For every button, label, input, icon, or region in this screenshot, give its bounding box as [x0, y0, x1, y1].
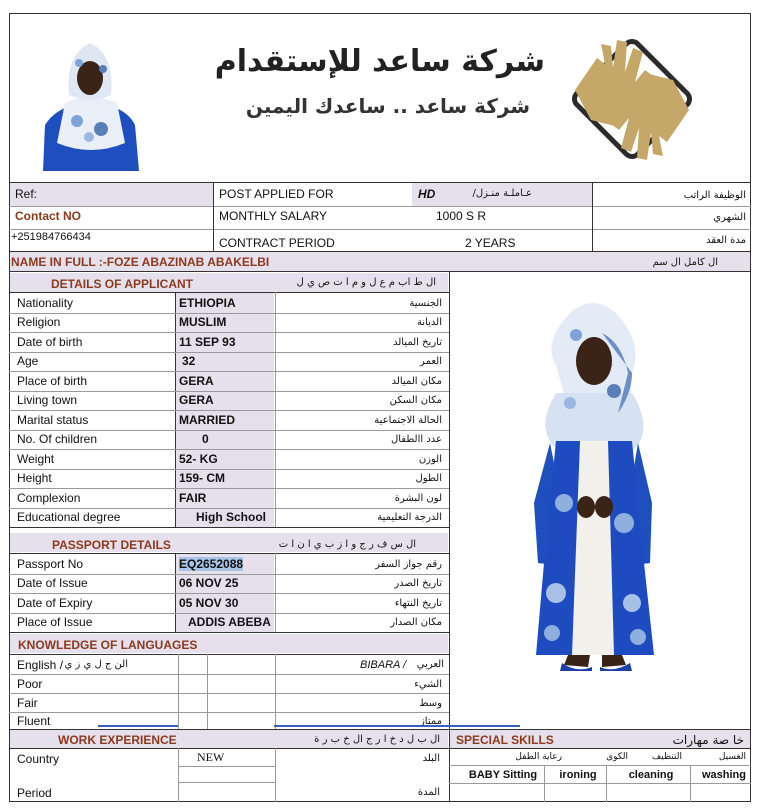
contract-period-label: CONTRACT PERIOD — [219, 236, 335, 250]
details-row-divider — [9, 332, 449, 333]
details-row-label: Age — [17, 354, 39, 368]
details-row-value: 11 SEP 93 — [179, 334, 236, 349]
country-label-arabic: البلد — [422, 753, 440, 764]
details-row-value: 52- KG — [179, 451, 218, 466]
applicant-portrait-small — [35, 33, 145, 171]
details-section-title: DETAILS OF APPLICANT — [51, 277, 193, 291]
contract-period-label-arabic: مدة العقد — [706, 235, 746, 246]
details-row-value: ETHIOPIA — [179, 295, 236, 310]
special-skills-title-arabic: خا صة مهارات — [672, 733, 744, 747]
details-row-divider — [9, 410, 449, 411]
details-row-label: Place of birth — [17, 373, 88, 388]
details-row-label: Weight — [17, 451, 55, 466]
details-row-value: High School — [196, 510, 266, 524]
post-applied-value: HD — [418, 187, 436, 201]
arabic-label: BIBARA / — [360, 659, 407, 671]
ref-label: Ref: — [15, 187, 38, 201]
details-row-label-arabic: الحالة الاجتماعية — [374, 414, 442, 426]
details-row-divider — [9, 449, 449, 450]
details-row-divider — [9, 488, 449, 489]
english-label: English / — [17, 658, 64, 672]
contact-label: Contact NO — [15, 209, 81, 223]
period-label: Period — [17, 786, 52, 800]
details-row-label: Height — [17, 471, 52, 485]
skill-item: washing — [701, 769, 746, 781]
arabic-label-arabic: العربي — [416, 659, 444, 670]
details-row-label: Date of birth — [17, 334, 83, 349]
contract-period-value: 2 YEARS — [465, 236, 516, 250]
details-row-divider — [9, 508, 449, 509]
monthly-salary-value: 1000 S R — [436, 209, 487, 223]
details-row-divider — [9, 469, 449, 470]
company-name-arabic: شركة ساعد للإستقدام — [214, 44, 545, 79]
details-row-label-arabic: عدد االطفال — [390, 434, 442, 445]
details-row-label-arabic: الدرجة التعليمية — [377, 512, 442, 523]
details-row-label-arabic: الطول — [415, 473, 442, 484]
details-row-divider — [9, 352, 449, 353]
skill-item: BABY Sitting — [468, 769, 538, 781]
monthly-salary-label-arabic: الشهري — [713, 212, 746, 223]
details-row-label-arabic: الوزن — [418, 453, 442, 465]
skill-header-arabic: التنظيف — [651, 752, 682, 762]
period-label-arabic: المدة — [417, 787, 440, 798]
passport-row-label-arabic: مكان الصدار — [390, 617, 442, 628]
details-row-label: Nationality — [17, 295, 74, 310]
work-experience-title: WORK EXPERIENCE — [58, 733, 177, 747]
language-level-label-arabic: ممتاز — [419, 716, 442, 727]
monthly-salary-label: MONTHLY SALARY — [219, 209, 328, 223]
details-row-label-arabic: لون البشرة — [394, 492, 442, 504]
country-label: Country — [17, 752, 60, 766]
passport-section-title-arabic: ال س ف ر ج و ا ز ب ي ا ن ا ت — [278, 539, 416, 550]
applicant-full-photo — [452, 273, 748, 701]
details-row-label: Complexion — [17, 490, 81, 505]
passport-row-divider — [9, 613, 449, 614]
full-name: NAME IN FULL :-FOZE ABAZINAB ABAKELBI — [11, 255, 270, 269]
details-row-value: 159- CM — [179, 471, 226, 485]
english-label-arabic: الن ج ل ي ز ي — [64, 659, 128, 670]
details-row-divider — [9, 313, 449, 314]
special-skills-title: SPECIAL SKILLS — [456, 733, 554, 747]
details-row-label-arabic: الديانة — [416, 317, 442, 328]
passport-row-label: Date of Expiry — [17, 595, 93, 610]
details-row-label: Living town — [17, 393, 78, 407]
skill-item: cleaning — [628, 769, 674, 781]
language-level-label: Poor — [17, 677, 43, 691]
languages-section-title: KNOWLEDGE OF LANGUAGES — [18, 638, 198, 652]
details-row-label: No. Of children — [17, 432, 98, 446]
details-row-label: Marital status — [17, 412, 89, 427]
passport-row-label: Place of Issue — [17, 615, 93, 629]
passport-row-value: EQ2652088 — [179, 556, 244, 571]
passport-row-label-arabic: رقم جواز السفر — [375, 558, 442, 570]
details-row-label: Religion — [17, 315, 61, 329]
post-applied-value-arabic: عـاملـة منـزل/ — [472, 188, 532, 199]
details-row-value: GERA — [179, 393, 214, 407]
passport-row-label: Passport No — [17, 556, 84, 571]
details-row-divider — [9, 371, 449, 372]
passport-row-value: 06 NOV 25 — [179, 576, 239, 590]
details-row-value: 0 — [202, 432, 209, 446]
passport-row-value: 05 NOV 30 — [179, 595, 239, 610]
country-value: NEW — [197, 750, 225, 764]
post-applied-label: POST APPLIED FOR — [219, 187, 334, 201]
details-row-label-arabic: العمر — [420, 356, 442, 367]
passport-row-label-arabic: تاريخ الصدر — [394, 578, 442, 589]
details-section-title-arabic: ال ط اب م ع ل و م ا ت ص ي ل — [296, 277, 436, 288]
skill-header-arabic: الكوى — [606, 752, 628, 762]
details-row-label-arabic: مكان السكن — [389, 395, 442, 406]
work-experience-title-arabic: ال ب ل د خ ا ر ج ال خ ب ر ة — [314, 734, 440, 745]
details-row-label-arabic: الجنسية — [409, 297, 442, 309]
company-slogan-arabic: شركة ساعد .. ساعدك اليمين — [245, 94, 530, 118]
passport-row-label-arabic: تاريخ النتهاء — [394, 597, 442, 609]
language-level-label: Fluent — [17, 714, 51, 728]
full-name-label-arabic: ال كامل ال سم — [652, 257, 718, 268]
passport-row-label: Date of Issue — [17, 576, 88, 590]
language-level-label-arabic: وسط — [419, 698, 442, 709]
details-row-value: 32 — [182, 354, 196, 368]
details-row-value: MUSLIM — [179, 315, 227, 329]
post-applied-label-arabic: الوظيفة الراتب — [683, 190, 746, 201]
passport-row-divider — [9, 593, 449, 594]
passport-section-title: PASSPORT DETAILS — [52, 538, 171, 552]
contact-phone: +251984766434 — [11, 231, 91, 243]
details-row-divider — [9, 391, 449, 392]
details-row-value: FAIR — [179, 490, 207, 505]
language-level-label-arabic: الشيء — [414, 679, 442, 690]
details-row-label: Educational degree — [17, 510, 121, 524]
passport-row-divider — [9, 574, 449, 575]
company-logo — [557, 24, 707, 174]
skill-header-arabic: رعاية الطفل — [515, 752, 562, 762]
skill-header-arabic: الغسيل — [718, 752, 746, 762]
details-row-value: GERA — [179, 373, 214, 388]
details-row-label-arabic: مكان الميالد — [391, 375, 442, 387]
skill-item: ironing — [559, 769, 597, 781]
details-row-value: MARRIED — [179, 412, 235, 427]
details-row-label-arabic: تاريخ الميالد — [392, 336, 442, 348]
details-row-divider — [9, 430, 449, 431]
language-level-label: Fair — [17, 696, 38, 710]
passport-row-value: ADDIS ABEBA — [188, 615, 271, 629]
